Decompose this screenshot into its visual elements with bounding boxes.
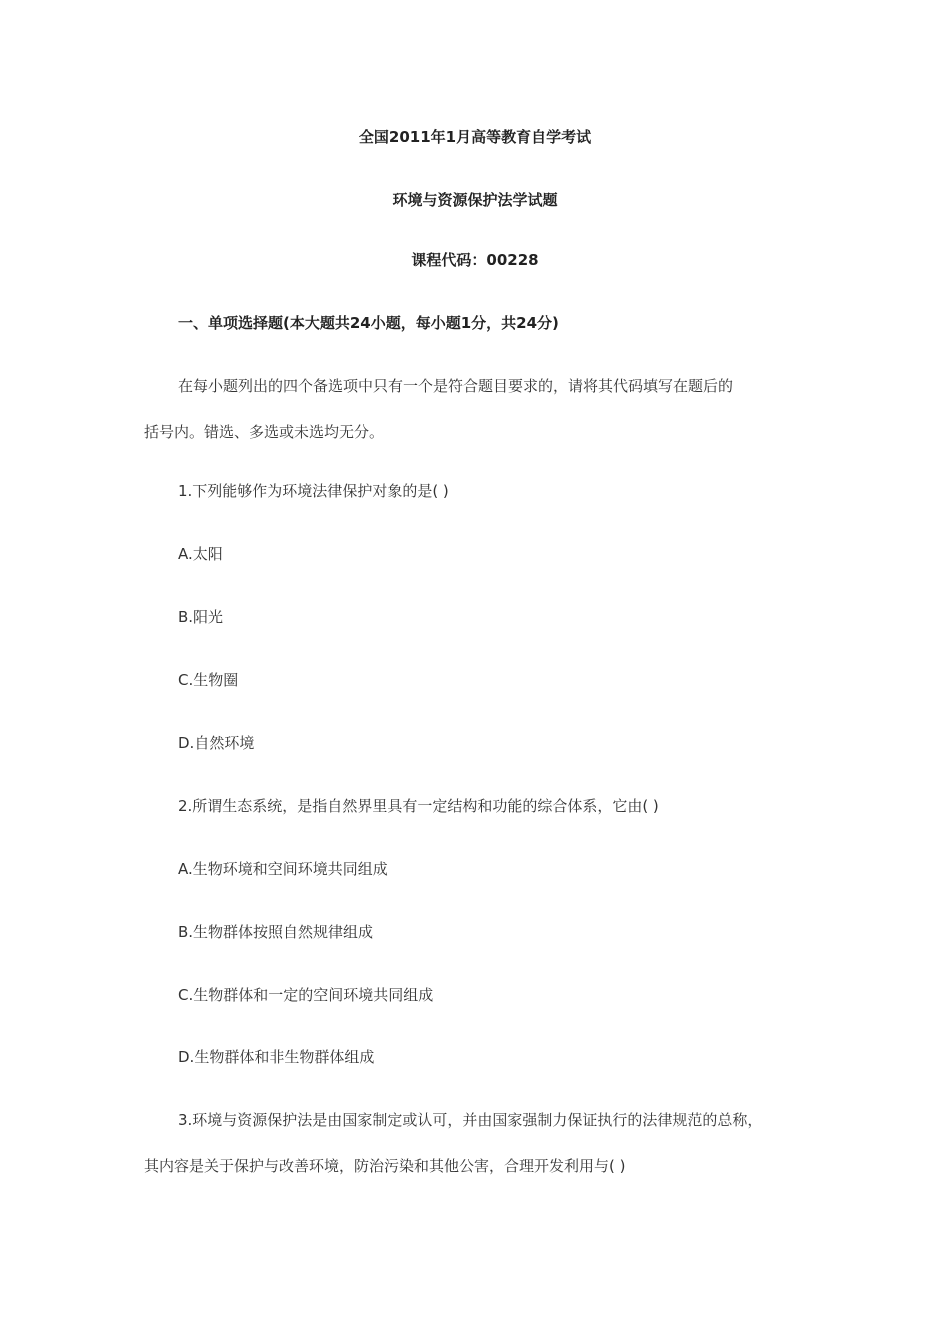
question-2-option-d: D.生物群体和非生物群体组成 [178,1048,375,1066]
question-1-option-c: C.生物圈 [178,671,239,689]
section-instruction-line1: 在每小题列出的四个备选项中只有一个是符合题目要求的，请将其代码填写在题后的 [178,377,734,395]
question-1-option-a: A.太阳 [178,545,223,563]
question-2-stem: 2.所谓生态系统，是指自然界里具有一定结构和功能的综合体系，它由( ) [178,797,659,815]
section-heading: 一、单项选择题(本大题共24小题，每小题1分，共24分) [178,314,559,332]
question-1-option-d: D.自然环境 [178,734,255,752]
section-instruction-line2: 括号内。错选、多选或未选均无分。 [144,423,385,441]
question-2-option-b: B.生物群体按照自然规律组成 [178,923,374,941]
question-2-option-a: A.生物环境和空间环境共同组成 [178,860,388,878]
course-code: 课程代码：00228 [411,251,539,269]
question-3-stem-line1: 3.环境与资源保护法是由国家制定或认可，并由国家强制力保证执行的法律规范的总称， [178,1111,763,1129]
question-3-stem-line2: 其内容是关于保护与改善环境，防治污染和其他公害，合理开发利用与( ) [144,1157,626,1175]
exam-subtitle: 环境与资源保护法学试题 [392,191,558,209]
exam-title: 全国2011年1月高等教育自学考试 [358,128,592,146]
question-1-option-b: B.阳光 [178,608,224,626]
question-2-option-c: C.生物群体和一定的空间环境共同组成 [178,986,434,1004]
question-1-stem: 1.下列能够作为环境法律保护对象的是( ) [178,482,449,500]
